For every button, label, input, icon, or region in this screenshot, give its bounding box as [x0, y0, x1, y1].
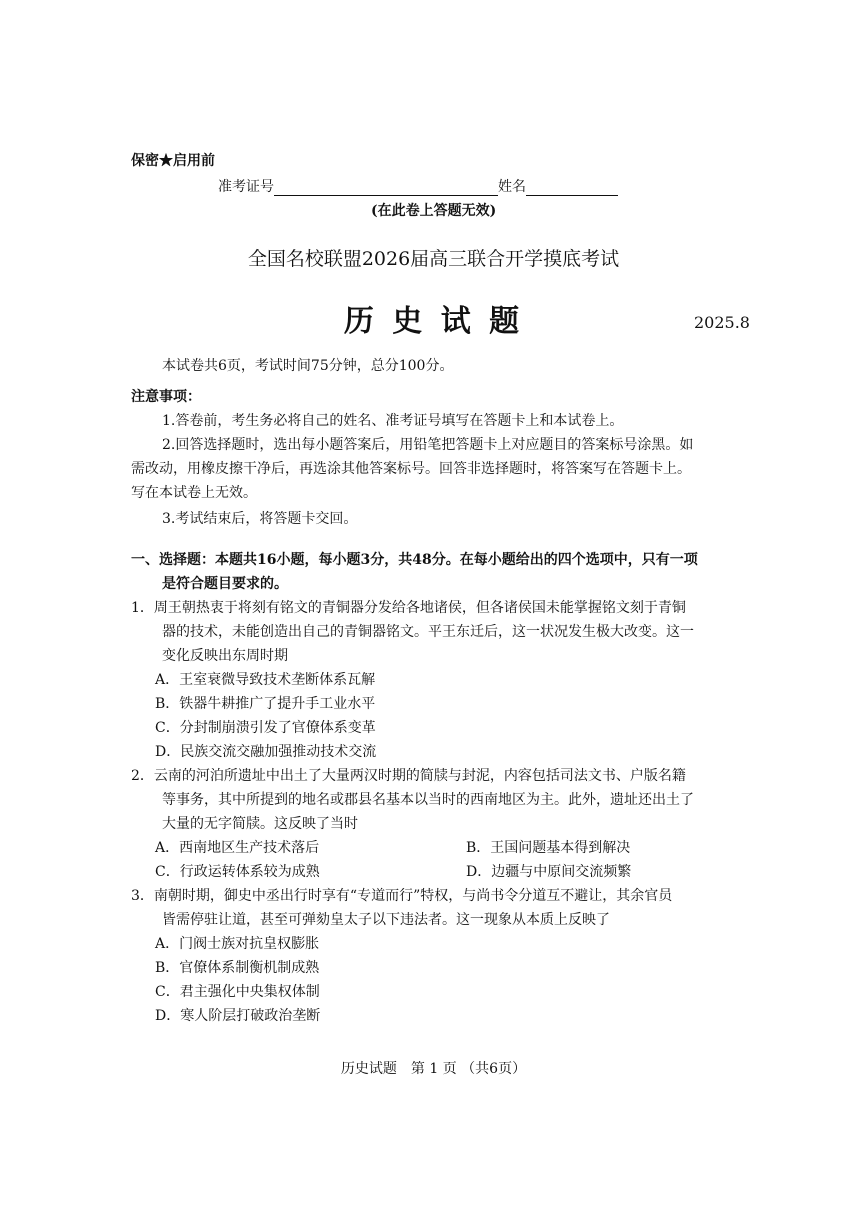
name-label: 姓名: [498, 179, 526, 195]
exam-date: 2025.8: [694, 313, 750, 332]
notice-item-3: 3.考试结束后，将答题卡交回。: [162, 511, 358, 527]
no-answer-notice: (在此卷上答题无效): [371, 203, 497, 219]
confidential-label: 保密★启用前: [131, 153, 215, 169]
question-1-line-1: 1．周王朝热衷于将刻有铭文的青铜器分发给各地诸侯，但各诸侯国未能掌握铭文刻于青铜: [131, 600, 686, 616]
section-1-heading: 一、选择题：本题共16小题，每小题3分，共48分。在每小题给出的四个选项中，只有一项: [131, 552, 698, 568]
exam-intro: 本试卷共6页，考试时间75分钟，总分100分。: [162, 358, 454, 374]
question-2-line-3: 大量的无字简牍。这反映了当时: [162, 816, 358, 832]
question-2-line-1: 2．云南的河泊所遗址中出土了大量两汉时期的简牍与封泥，内容包括司法文书、户版名籍: [131, 768, 686, 784]
exam-id-label: 准考证号: [218, 179, 274, 195]
notice-item-1: 1.答卷前，考生务必将自己的姓名、准考证号填写在答题卡上和本试卷上。: [162, 413, 624, 429]
question-1-option-b: B．铁器牛耕推广了提升手工业水平: [155, 696, 376, 712]
question-1-line-3: 变化反映出东周时期: [162, 648, 288, 664]
question-3-option-d: D．寒人阶层打破政治垄断: [155, 1008, 321, 1024]
notice-item-2-line-1: 2.回答选择题时，选出每小题答案后，用铅笔把答题卡上对应题目的答案标号涂黑。如: [162, 437, 694, 453]
exam-id-blank: [274, 179, 498, 196]
question-2-option-b: B．王国问题基本得到解决: [466, 840, 631, 856]
question-2-option-c: C．行政运转体系较为成熟: [155, 864, 320, 880]
question-3-line-2: 皆需停驻让道，甚至可弹劾皇太子以下违法者。这一现象从本质上反映了: [162, 912, 610, 928]
question-2-option-d: D．边疆与中原间交流频繁: [466, 864, 632, 880]
question-1-option-c: C．分封制崩溃引发了官僚体系变革: [155, 720, 376, 736]
candidate-info-line: [218, 176, 618, 196]
notice-item-2-line-3: 写在本试卷上无效。: [131, 485, 257, 501]
subject-title: 历 史 试 题: [343, 304, 524, 339]
notice-item-2-line-2: 需改动，用橡皮擦干净后，再选涂其他答案标号。回答非选择题时，将答案写在答题卡上。: [131, 461, 691, 477]
page-footer: 历史试题 第 1 页 （共6页）: [340, 1061, 527, 1077]
question-1-option-d: D．民族交流交融加强推动技术交流: [155, 744, 377, 760]
exam-title: 全国名校联盟2026届高三联合开学摸底考试: [247, 248, 620, 270]
question-3-line-1: 3．南朝时期，御史中丞出行时享有“专道而行”特权，与尚书令分道互不避让，其余官员: [131, 888, 673, 904]
question-2-option-a: A．西南地区生产技术落后: [155, 840, 320, 856]
notice-title: 注意事项：: [131, 389, 201, 405]
name-blank: [526, 179, 618, 196]
question-3-option-a: A．门阀士族对抗皇权膨胀: [155, 936, 320, 952]
question-3-option-b: B．官僚体系制衡机制成熟: [155, 960, 320, 976]
question-1-option-a: A．王室衰微导致技术垄断体系瓦解: [155, 672, 376, 688]
question-1-line-2: 器的技术，未能创造出自己的青铜器铭文。平王东迁后，这一状况发生极大改变。这一: [162, 624, 694, 640]
section-1-heading-cont: 是符合题目要求的。: [162, 576, 288, 592]
question-2-line-2: 等事务，其中所提到的地名或郡县名基本以当时的西南地区为主。此外，遗址还出土了: [162, 792, 694, 808]
question-3-option-c: C．君主强化中央集权体制: [155, 984, 320, 1000]
